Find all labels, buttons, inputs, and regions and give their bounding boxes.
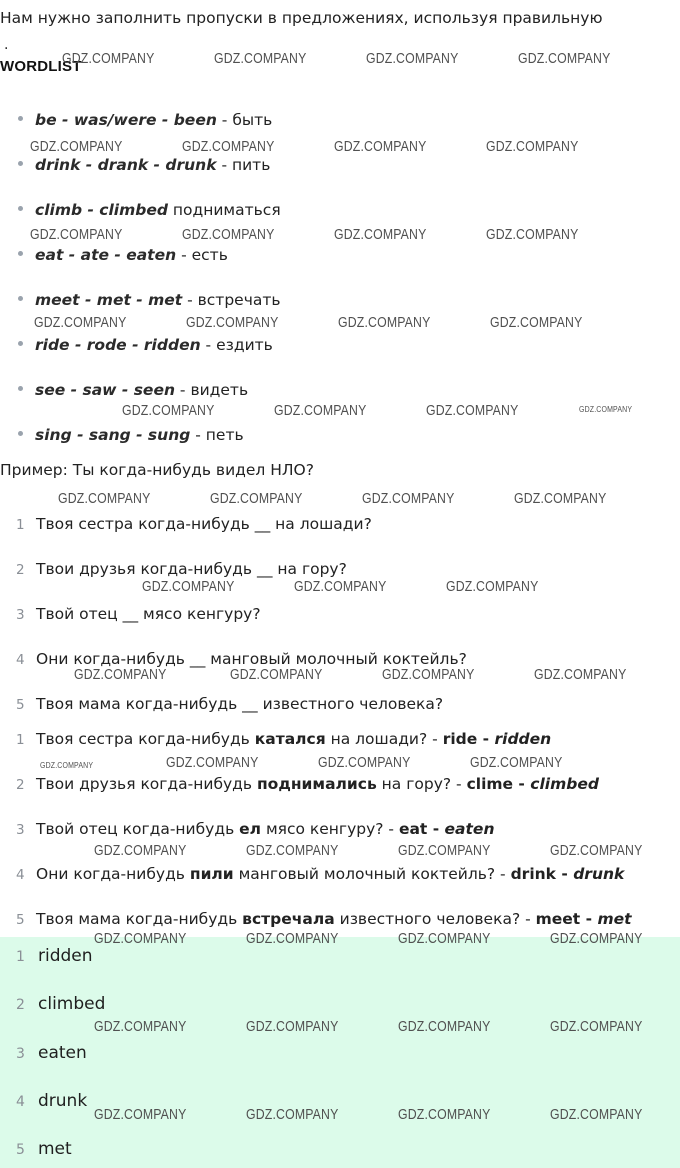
wordlist-verbs: ride - rode - ridden [35,336,201,354]
answer-form: drunk [573,865,625,883]
question-item [16,605,261,623]
wordlist-translation: - быть [216,111,273,129]
watermark: GDZ.COMPANY [362,490,455,507]
question-number: 3 [16,607,25,623]
final-answer-text: eaten [38,1043,87,1063]
bullet-icon [18,341,23,346]
answer-form: ridden [494,730,552,748]
wordlist-translation: - ездить [200,336,273,354]
example-text: Пример: Ты когда-нибудь видел НЛО? [0,461,314,479]
watermark: GDZ.COMPANY [210,490,303,507]
answer-form: met [597,910,632,928]
final-answer [16,1043,87,1063]
question-text: Они когда-нибудь __ манговый молочный коктейль? [36,650,467,668]
watermark: GDZ.COMPANY [214,50,307,67]
watermark: GDZ.COMPANY [182,138,275,155]
wordlist-verbs: sing - sang - sung [35,426,191,444]
watermark: GDZ.COMPANY [40,760,94,770]
answer-box [0,937,680,1168]
watermark: GDZ.COMPANY [334,226,427,243]
question-text: Твоя мама когда-нибудь __ известного человека? [36,695,444,713]
watermark: GDZ.COMPANY [486,138,579,155]
watermark: GDZ.COMPANY [579,404,633,414]
answer-base: ride - [442,730,495,748]
wordlist-translation: подниматься [167,201,281,219]
wordlist-item [18,336,273,354]
wordlist-verbs: climb - climbed [35,201,168,219]
translation-number: 1 [16,732,25,748]
translation-number: 2 [16,777,25,793]
translation-text: Твои друзья когда-нибудь [36,775,257,793]
translation-text: на гору? - [376,775,467,793]
watermark: GDZ.COMPANY [94,930,187,947]
translation-verb: встречала [242,910,335,928]
final-answer [16,1139,72,1159]
wordlist-verbs: meet - met - met [35,291,183,309]
bullet-icon [18,386,23,391]
translation-text: на лошади? - [325,730,443,748]
bullet-icon [18,251,23,256]
question-text: Твой отец __ мясо кенгуру? [36,605,261,623]
question-item [16,560,347,578]
translation-text: Твой отец когда-нибудь [36,820,240,838]
wordlist-translation: - петь [190,426,244,444]
watermark: GDZ.COMPANY [518,50,611,67]
watermark: GDZ.COMPANY [94,842,187,859]
question-number: 1 [16,517,25,533]
translation-number: 3 [16,822,25,838]
watermark: GDZ.COMPANY [366,50,459,67]
final-answer-number: 4 [16,1094,25,1110]
watermark: GDZ.COMPANY [514,490,607,507]
wordlist-verbs: eat - ate - eaten [35,246,177,264]
answer-base: meet - [535,910,598,928]
question-number: 2 [16,562,25,578]
watermark: GDZ.COMPANY [274,402,367,419]
question-number: 5 [16,697,25,713]
final-answer-number: 5 [16,1142,25,1158]
watermark: GDZ.COMPANY [30,138,123,155]
watermark: GDZ.COMPANY [34,314,127,331]
watermark: GDZ.COMPANY [62,50,155,67]
answer-form: eaten [444,820,495,838]
watermark: GDZ.COMPANY [94,1018,187,1035]
translation-text: Твоя мама когда-нибудь [36,910,243,928]
translation-number: 5 [16,912,25,928]
final-answer-text: met [38,1139,72,1159]
question-item [16,695,443,713]
translation-verb: ел [239,820,262,838]
bullet-icon [18,161,23,166]
question-item [16,515,372,533]
bullet-icon [18,431,23,436]
watermark: GDZ.COMPANY [58,490,151,507]
final-answer-text: ridden [38,946,93,966]
watermark: GDZ.COMPANY [246,1106,339,1123]
watermark: GDZ.COMPANY [182,226,275,243]
final-answer-number: 3 [16,1046,25,1062]
watermark: GDZ.COMPANY [246,842,339,859]
final-answer-text: drunk [38,1091,88,1111]
translation-text: известного человека? - [334,910,536,928]
translation-text: Твоя сестра когда-нибудь [36,730,255,748]
wordlist-item [18,111,272,129]
wordlist-title: WORDLIST [0,58,82,75]
translation-item [16,730,551,748]
translation-verb: поднимались [256,775,377,793]
question-text: Твои друзья когда-нибудь __ на гору? [36,560,347,578]
wordlist-item [18,246,228,264]
watermark: GDZ.COMPANY [230,666,323,683]
watermark: GDZ.COMPANY [398,1018,491,1035]
intro-dot: . [4,37,9,53]
watermark: GDZ.COMPANY [294,578,387,595]
wordlist-translation: - есть [176,246,228,264]
watermark: GDZ.COMPANY [382,666,475,683]
watermark: GDZ.COMPANY [186,314,279,331]
question-number: 4 [16,652,25,668]
final-answer [16,1091,87,1111]
watermark: GDZ.COMPANY [550,1106,643,1123]
wordlist-item [18,426,244,444]
wordlist-verbs: see - saw - seen [35,381,175,399]
final-answer-number: 2 [16,997,25,1013]
watermark: GDZ.COMPANY [318,754,411,771]
watermark: GDZ.COMPANY [334,138,427,155]
intro-text: Нам нужно заполнить пропуски в предложениях, используя правильную [0,9,603,27]
translation-text: манговый молочный коктейль? - [233,865,511,883]
wordlist-item [18,291,281,309]
translation-text: Они когда-нибудь [36,865,190,883]
wordlist-translation: - встречать [182,291,281,309]
watermark: GDZ.COMPANY [166,754,259,771]
bullet-icon [18,296,23,301]
translation-item [16,865,624,883]
watermark: GDZ.COMPANY [398,930,491,947]
watermark: GDZ.COMPANY [470,754,563,771]
watermark: GDZ.COMPANY [246,930,339,947]
final-answer [16,946,93,966]
final-answer-number: 1 [16,949,25,965]
answer-form: climbed [530,775,599,793]
wordlist-item [18,201,281,219]
watermark: GDZ.COMPANY [550,1018,643,1035]
final-answer [16,994,105,1014]
bullet-icon [18,206,23,211]
answer-base: clime - [466,775,531,793]
watermark: GDZ.COMPANY [534,666,627,683]
watermark: GDZ.COMPANY [446,578,539,595]
watermark: GDZ.COMPANY [550,842,643,859]
wordlist-translation: - видеть [175,381,249,399]
translation-verb: катался [254,730,326,748]
question-text: Твоя сестра когда-нибудь __ на лошади? [36,515,372,533]
wordlist-verbs: be - was/were - been [35,111,217,129]
wordlist-translation: - пить [216,156,271,174]
translation-item [16,775,599,793]
watermark: GDZ.COMPANY [246,1018,339,1035]
watermark: GDZ.COMPANY [490,314,583,331]
watermark: GDZ.COMPANY [426,402,519,419]
watermark: GDZ.COMPANY [398,842,491,859]
answer-base: drink - [510,865,574,883]
final-answer-text: climbed [38,994,106,1014]
watermark: GDZ.COMPANY [338,314,431,331]
translation-verb: пили [189,865,234,883]
watermark: GDZ.COMPANY [122,402,215,419]
translation-item [16,910,632,928]
translation-number: 4 [16,867,25,883]
wordlist-item [18,156,270,174]
wordlist-verbs: drink - drank - drunk [35,156,217,174]
translation-item [16,820,494,838]
watermark: GDZ.COMPANY [30,226,123,243]
translation-text: мясо кенгуру? - [261,820,399,838]
watermark: GDZ.COMPANY [142,578,235,595]
bullet-icon [18,116,23,121]
watermark: GDZ.COMPANY [486,226,579,243]
watermark: GDZ.COMPANY [398,1106,491,1123]
wordlist-item [18,381,248,399]
watermark: GDZ.COMPANY [74,666,167,683]
watermark: GDZ.COMPANY [94,1106,187,1123]
answer-base: eat - [398,820,445,838]
watermark: GDZ.COMPANY [550,930,643,947]
